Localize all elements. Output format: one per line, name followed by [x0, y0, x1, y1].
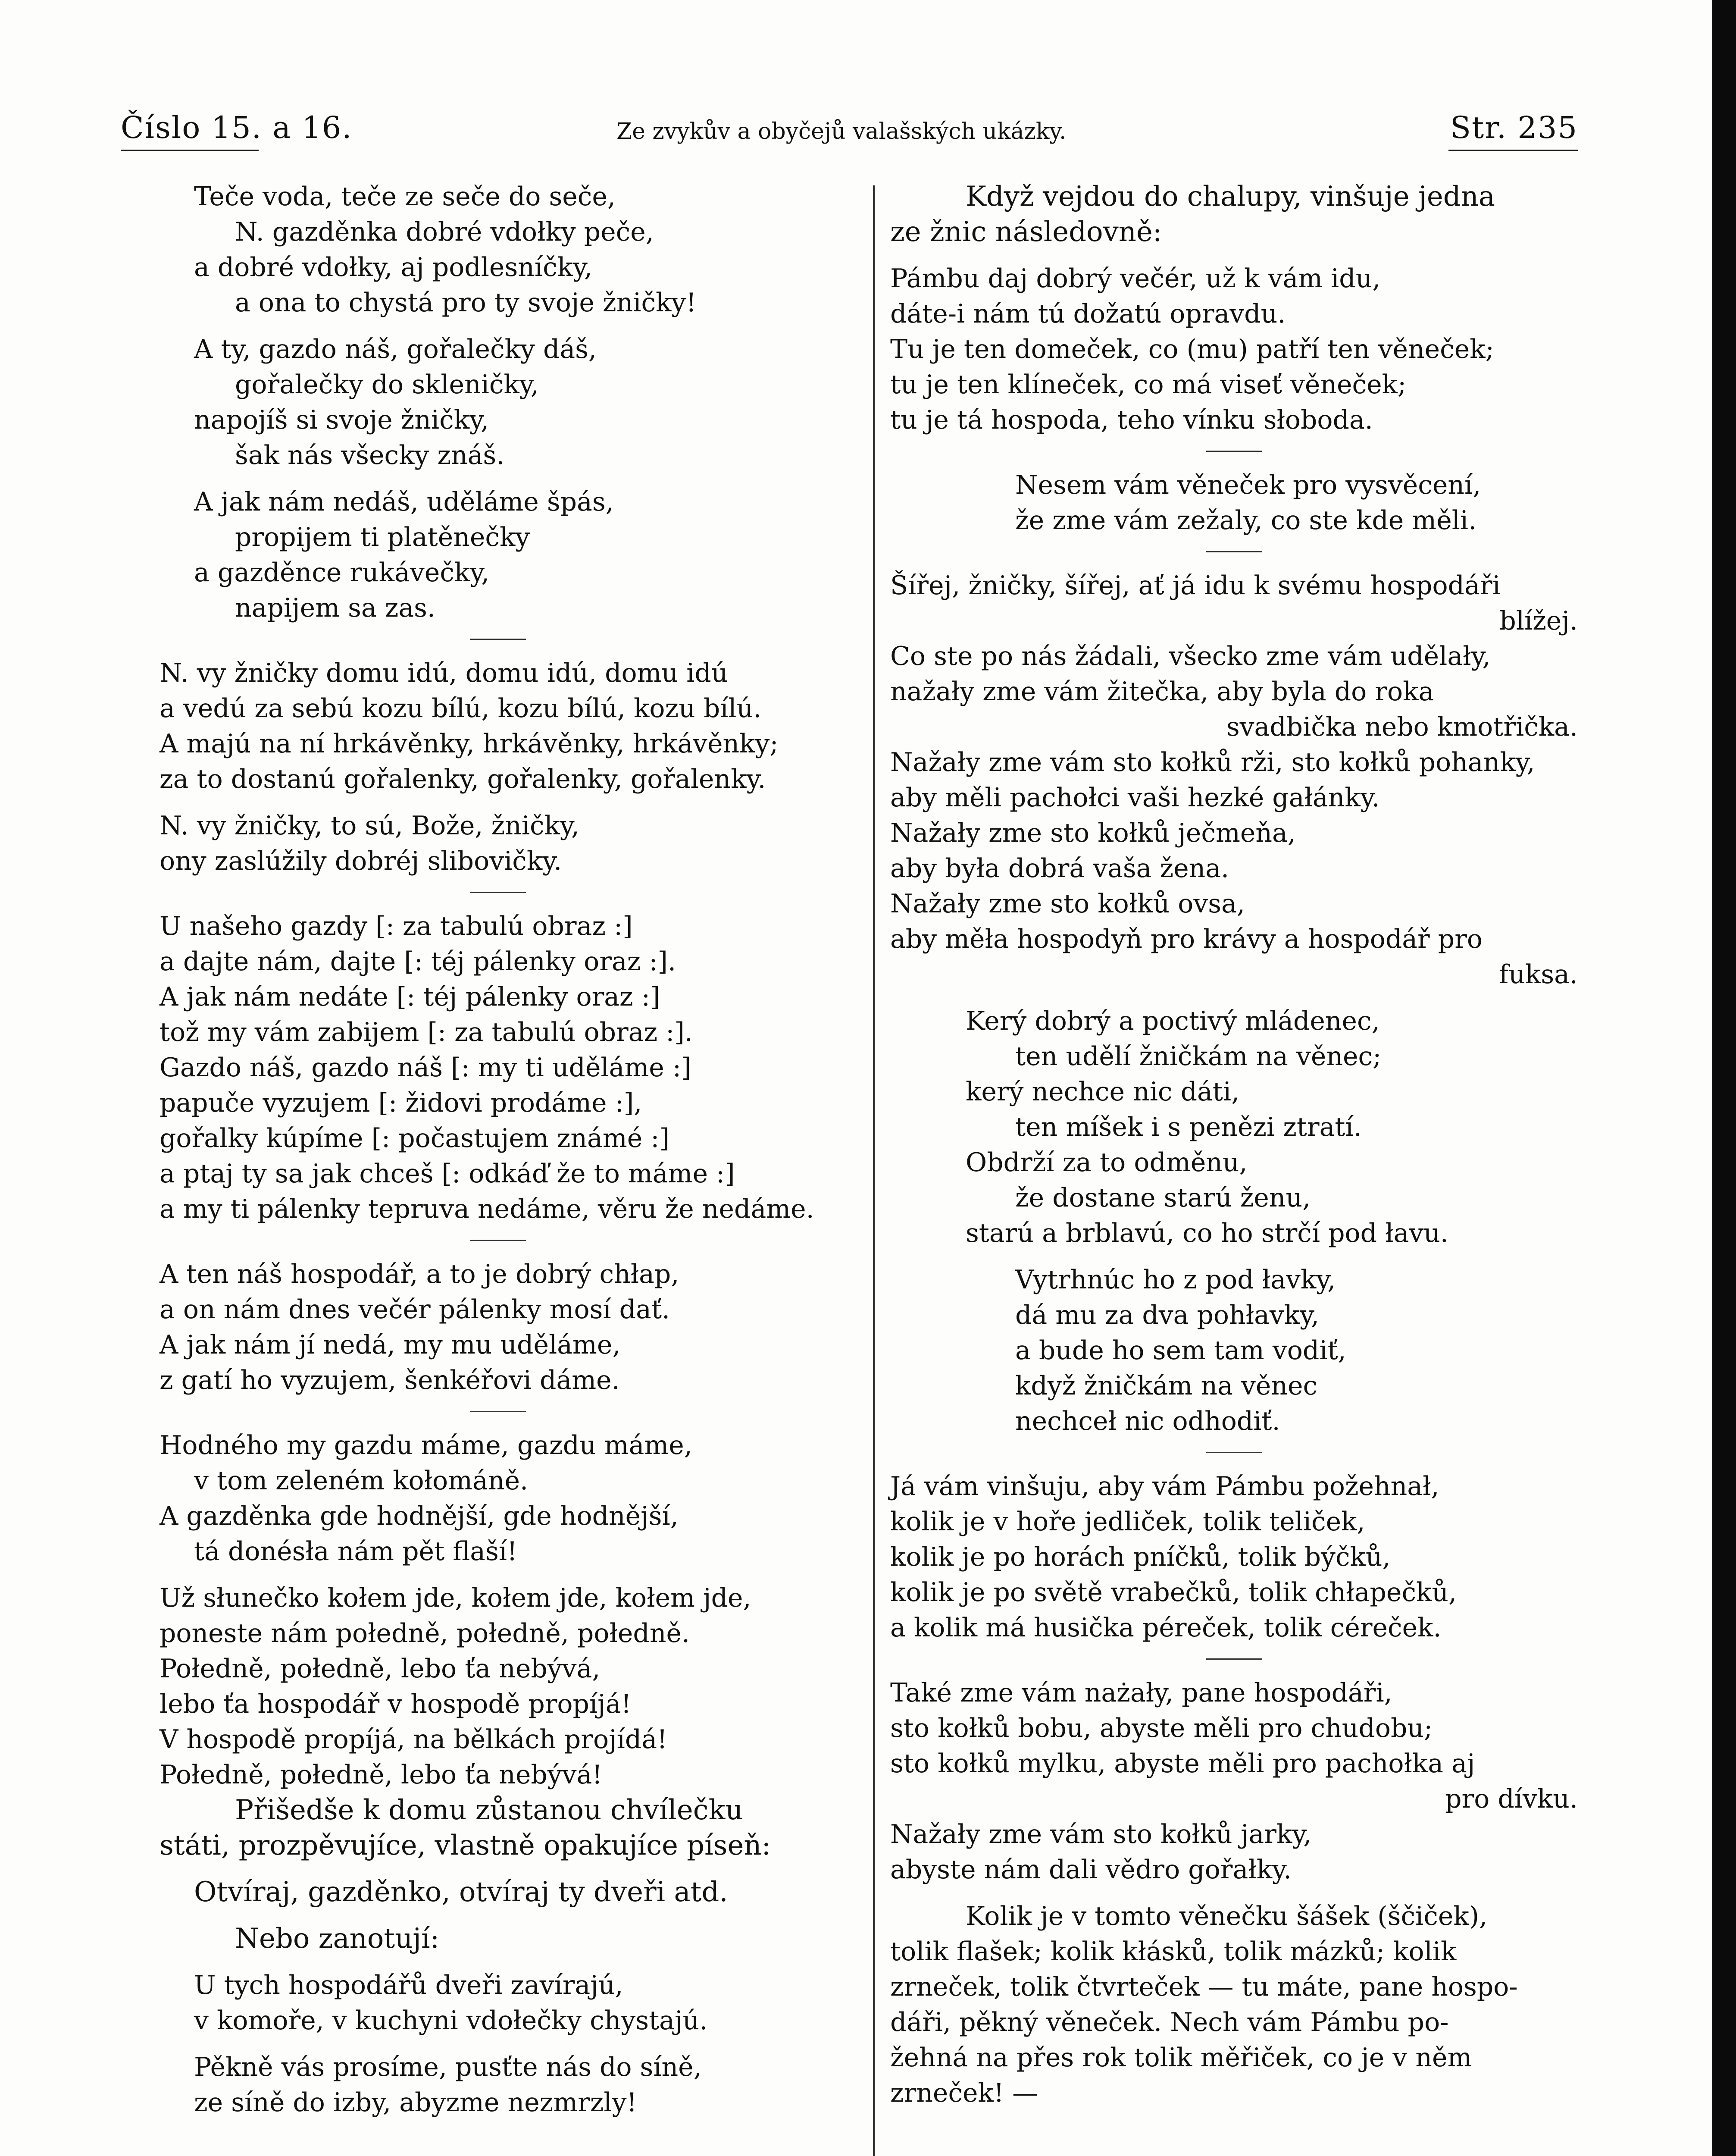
- verse-line: Také zme vám nażały, pane hospodáři,: [890, 1678, 1392, 1708]
- header-rule-left: [121, 150, 259, 151]
- verse-line: Teče voda, teče ze seče do seče,: [194, 182, 616, 212]
- verse-line: napojíš si svoje žničky,: [194, 405, 489, 435]
- verse-line: Vytrhnúc ho z pod łavky,: [1015, 1265, 1336, 1295]
- verse-line: gořalky kúpíme [: počastujem známé :]: [160, 1123, 669, 1153]
- verse-line: A ty, gazdo náš, gořalečky dáš,: [194, 334, 597, 364]
- prose-line: tolik flašek; kolik kłásků, tolik mázků; kolik: [890, 1937, 1457, 1967]
- section-separator: [1206, 1452, 1262, 1453]
- verse-line: aby měła hospodyň pro krávy a hospodář pro: [890, 924, 1483, 954]
- verse-line: A gazděnka gde hodnější, gde hodnější,: [160, 1501, 679, 1531]
- verse-line: napijem sa zas.: [235, 593, 435, 623]
- stanza: [160, 2049, 862, 2120]
- verse-line: Tu je ten domeček, co (mu) patří ten věneček;: [890, 334, 1494, 364]
- verse-line: A majú na ní hrkávěnky, hrkávěnky, hrkávěnky;: [160, 729, 779, 759]
- verse-line: poneste nám połedně, połedně, połedně.: [160, 1618, 690, 1648]
- stanza: [160, 808, 862, 879]
- verse-line: kerý nechce nic dáti,: [966, 1077, 1240, 1107]
- verse-line: Už słunečko kołem jde, kołem jde, kołem jde,: [160, 1583, 751, 1613]
- stanza: [160, 179, 862, 320]
- stanza: [890, 1262, 1578, 1439]
- stanza: [160, 332, 862, 473]
- page-header: [121, 110, 1578, 157]
- section-separator: [470, 1411, 526, 1412]
- verse-line: abyste nám dali vědro gořałky.: [890, 1855, 1292, 1885]
- verse-line: Połedně, połedně, lebo ťa nebývá,: [160, 1654, 601, 1684]
- running-title: Ze zvykův a obyčejů valašských ukázky.: [616, 119, 1067, 144]
- prose-paragraph: [160, 1792, 862, 1863]
- verse-line: A ten náš hospodář, a to je dobrý chłap,: [160, 1259, 679, 1289]
- verse-line: V hospodě propíjá, na bělkách projídá!: [160, 1724, 668, 1755]
- verse-line: papuče vyzujem [: židovi prodáme :],: [160, 1088, 642, 1118]
- verse-line: Nažały zme sto kołků ovsa,: [890, 889, 1245, 919]
- prose-line: zrneček! —: [890, 2078, 1038, 2108]
- prose-line: Nebo zanotují:: [235, 1923, 440, 1955]
- prose-line: Když vejdou do chalupy, vinšuje jedna: [966, 181, 1495, 213]
- prose-line: Přišedše k domu zůstanou chvílečku: [235, 1794, 743, 1826]
- prose-line: ze žnic následovně:: [890, 216, 1162, 248]
- stanza: [160, 909, 862, 1227]
- verse-line: ony zaslúžily dobréj slibovičky.: [160, 846, 562, 876]
- verse-line: a bude ho sem tam vodiť,: [1015, 1335, 1346, 1366]
- verse-line: svadbička nebo kmotřička.: [1226, 712, 1578, 742]
- verse-line: tož my vám zabijem [: za tabulú obraz :].: [160, 1017, 693, 1047]
- verse-line: v tom zeleném kołománě.: [194, 1466, 529, 1496]
- verse-line: Co ste po nás žádali, všecko zme vám udělały,: [890, 641, 1491, 671]
- stanza: [890, 1003, 1578, 1251]
- verse-line: N. vy žničky, to sú, Bože, žničky,: [160, 811, 579, 841]
- section-separator: [1206, 1658, 1262, 1660]
- verse-line: a ptaj ty sa jak chceš [: odkáď že to máme :]: [160, 1159, 735, 1189]
- verse-line: a on nám dnes večér pálenky mosí dať.: [160, 1294, 670, 1325]
- verse-line: Połedně, połedně, lebo ťa nebývá!: [160, 1760, 603, 1790]
- section-separator: [1206, 551, 1262, 552]
- verse-line: propijem ti platěnečky: [235, 522, 530, 552]
- verse-line: z gatí ho vyzujem, šenkéřovi dáme.: [160, 1365, 620, 1395]
- verse-line: blížej.: [1499, 606, 1578, 636]
- verse-line: šak nás všecky znáš.: [235, 440, 505, 470]
- verse-line: sto kołků mylku, abyste měli pro pachołka aj: [890, 1749, 1475, 1779]
- verse-line: U tych hospodářů dveři zavírajú,: [194, 1970, 623, 2000]
- header-rule-right: [1448, 150, 1578, 151]
- verse-line: kolik je po horách pníčků, tolik býčků,: [890, 1542, 1391, 1572]
- stanza: [890, 467, 1578, 538]
- prose-line: Kolik je v tomto věnečku šášek (ščiček),: [966, 1901, 1488, 1931]
- verse-line: a ona to chystá pro ty svoje žničky!: [235, 288, 697, 318]
- left-column: [160, 179, 862, 2120]
- verse-line: kolik je po světě vrabečků, tolik chłapečků,: [890, 1577, 1457, 1608]
- prose-line: žehná na přes rok tolik měřiček, co je v něm: [890, 2043, 1472, 2073]
- prose-paragraph: [890, 179, 1578, 250]
- verse-line: v komoře, v kuchyni vdołečky chystajú.: [194, 2006, 708, 2036]
- verse-line: A jak nám nedáš, uděláme špás,: [194, 487, 614, 517]
- verse-line: fuksa.: [1499, 959, 1578, 990]
- verse-line: A jak nám nedáte [: téj pálenky oraz :]: [160, 982, 660, 1012]
- verse-line: Kerý dobrý a poctivý mládenec,: [966, 1006, 1380, 1036]
- stanza: [890, 1469, 1578, 1645]
- stanza: [890, 568, 1578, 992]
- stanza: [160, 655, 862, 797]
- verse-line: N. gazděnka dobré vdołky peče,: [235, 217, 654, 247]
- verse-line: za to dostanú gořalenky, gořalenky, gořalenky.: [160, 764, 766, 794]
- verse-line: kolik je v hoře jedliček, tolik teliček,: [890, 1507, 1365, 1537]
- verse-line: a kolik má husička péreček, tolik céreček.: [890, 1613, 1442, 1643]
- verse-line: pro dívku.: [1445, 1784, 1578, 1814]
- verse-line: starú a brblavú, co ho strčí pod łavu.: [966, 1218, 1448, 1248]
- verse-line: Nažały zme vám sto kołků rži, sto kołků pohanky,: [890, 747, 1535, 777]
- verse-line: a vedú za sebú kozu bílú, kozu bílú, kozu bílú.: [160, 693, 762, 724]
- verse-line: A jak nám jí nedá, my mu uděláme,: [160, 1330, 621, 1360]
- section-separator: [470, 1240, 526, 1241]
- verse-line: Obdrží za to odměnu,: [966, 1147, 1248, 1178]
- verse-line: ten udělí žničkám na věnec;: [1015, 1041, 1382, 1072]
- verse-line: tá donésła nám pět flaší!: [194, 1536, 518, 1567]
- verse-line: Šířej, žničky, šířej, ať já idu k svému hospodáři: [890, 570, 1501, 601]
- verse-line: ze síně do izby, abyzme nezmrzly!: [194, 2087, 637, 2118]
- verse-line: Nesem vám věneček pro vysvěcení,: [1015, 470, 1481, 500]
- verse-line: když žničkám na věnec: [1015, 1371, 1318, 1401]
- verse-line: a my ti pálenky tepruva nedáme, věru že nedáme.: [160, 1194, 814, 1224]
- section-separator: [1206, 451, 1262, 452]
- verse-line: ten míšek i s penězi ztratí.: [1015, 1112, 1362, 1142]
- stanza: [890, 1675, 1578, 1887]
- issue-number: Číslo 15. a 16.: [121, 110, 353, 145]
- verse-line: Pěkně vás prosíme, pusťte nás do síně,: [194, 2052, 702, 2082]
- verse-line: dáte-i nám tú dožatú opravdu.: [890, 299, 1286, 329]
- verse-line: Pámbu daj dobrý večér, už k vám idu,: [890, 263, 1381, 294]
- prose-line: dáři, pěkný věneček. Nech vám Pámbu po-: [890, 2007, 1449, 2037]
- scan-edge-right: [1712, 0, 1736, 2156]
- verse-line: a dajte nám, dajte [: téj pálenky oraz :].: [160, 946, 676, 977]
- stanza: [160, 1428, 862, 1569]
- verse-line: nažały zme vám žitečka, aby byla do roka: [890, 677, 1434, 707]
- verse-line: gořalečky do skleničky,: [235, 370, 539, 400]
- verse-line: že zme vám zežaly, co ste kde měli.: [1015, 505, 1477, 536]
- page-number: Str. 235: [1450, 110, 1578, 145]
- stanza: [160, 1968, 862, 2038]
- verse-line: N. vy žničky domu idú, domu idú, domu idú: [160, 658, 728, 688]
- right-column: [890, 179, 1578, 2111]
- verse-line: Já vám vinšuju, aby vám Pámbu požehnał,: [890, 1471, 1439, 1501]
- verse-line: U našeho gazdy [: za tabulú obraz :]: [160, 911, 633, 941]
- verse-line: Nažały zme vám sto kołků jarky,: [890, 1819, 1312, 1849]
- stanza: [160, 484, 862, 626]
- section-separator: [470, 892, 526, 893]
- verse-line: tu je tá hospoda, teho vínku słoboda.: [890, 405, 1373, 435]
- verse-line: a dobré vdołky, aj podlesníčky,: [194, 252, 593, 282]
- stanza: [890, 261, 1578, 438]
- prose-line: Otvíraj, gazděnko, otvíraj ty dveři atd.: [194, 1876, 728, 1908]
- verse-line: lebo ťa hospodář v hospodě propíjá!: [160, 1689, 632, 1719]
- stanza: [160, 1580, 862, 1792]
- verse-line: tu je ten klíneček, co má viseť věneček;: [890, 370, 1407, 400]
- verse-line: a gazděnce rukávečky,: [194, 558, 490, 588]
- verse-line: sto kołků bobu, abyste měli pro chudobu;: [890, 1713, 1433, 1743]
- prose-line: zrneček, tolik čtvrteček — tu máte, pane hospo-: [890, 1972, 1518, 2002]
- stanza: [160, 1257, 862, 1398]
- verse-line: že dostane starú ženu,: [1015, 1183, 1311, 1213]
- verse-line: dá mu za dva pohłavky,: [1015, 1300, 1320, 1330]
- verse-line: Nažały zme sto kołků ječmeňa,: [890, 818, 1296, 848]
- verse-line: aby měli pachołci vaši hezké gałánky.: [890, 783, 1380, 813]
- verse-line: Gazdo náš, gazdo náš [: my ti uděláme :]: [160, 1053, 691, 1083]
- verse-line: nechceł nic odhodiť.: [1015, 1406, 1280, 1436]
- prose-line: státi, prozpěvujíce, vlastně opakujíce píseň:: [160, 1830, 771, 1861]
- verse-line: Hodného my gazdu máme, gazdu máme,: [160, 1430, 692, 1460]
- verse-line: aby była dobrá vaša žena.: [890, 853, 1229, 884]
- section-separator: [470, 639, 526, 640]
- prose-paragraph: [890, 1899, 1578, 2111]
- column-divider: [873, 185, 875, 2156]
